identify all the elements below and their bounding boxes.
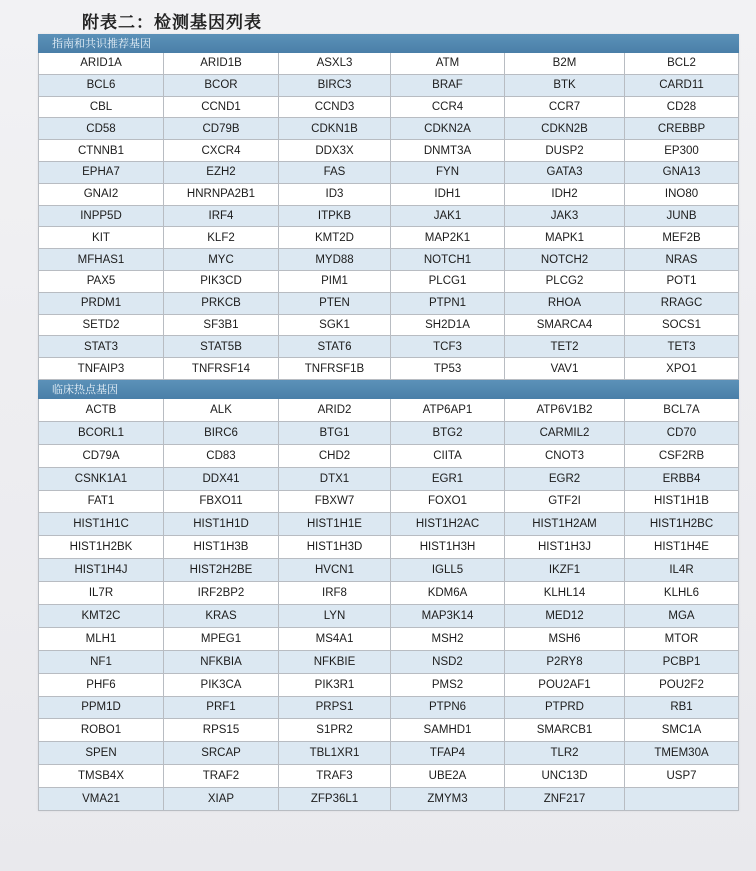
gene-cell: CCND3 bbox=[279, 97, 391, 119]
gene-cell: NOTCH1 bbox=[391, 249, 505, 271]
gene-cell: UNC13D bbox=[505, 765, 625, 788]
gene-cell: SMC1A bbox=[625, 719, 739, 742]
gene-cell: TFAP4 bbox=[391, 742, 505, 765]
gene-cell: HIST1H2AM bbox=[505, 513, 625, 536]
gene-cell: TNFAIP3 bbox=[38, 358, 164, 380]
section-header-guideline-genes: 指南和共识推荐基因 bbox=[38, 34, 739, 53]
gene-cell: INO80 bbox=[625, 184, 739, 206]
gene-cell: RPS15 bbox=[164, 719, 279, 742]
gene-cell: ARID2 bbox=[279, 399, 391, 422]
gene-cell: PRDM1 bbox=[38, 293, 164, 315]
gene-cell: XPO1 bbox=[625, 358, 739, 380]
gene-cell: P2RY8 bbox=[505, 651, 625, 674]
gene-cell: TET2 bbox=[505, 336, 625, 358]
gene-cell: CBL bbox=[38, 97, 164, 119]
gene-cell: PPM1D bbox=[38, 697, 164, 720]
gene-cell: CDKN1B bbox=[279, 118, 391, 140]
gene-cell: CCR4 bbox=[391, 97, 505, 119]
gene-cell: CDKN2A bbox=[391, 118, 505, 140]
gene-cell: ATP6V1B2 bbox=[505, 399, 625, 422]
gene-cell: UBE2A bbox=[391, 765, 505, 788]
gene-cell: SAMHD1 bbox=[391, 719, 505, 742]
gene-cell: DDX3X bbox=[279, 140, 391, 162]
gene-cell: CD58 bbox=[38, 118, 164, 140]
gene-cell: STAT3 bbox=[38, 336, 164, 358]
gene-cell: BCOR bbox=[164, 75, 279, 97]
gene-cell: ZFP36L1 bbox=[279, 788, 391, 811]
gene-cell: IKZF1 bbox=[505, 559, 625, 582]
gene-cell: TP53 bbox=[391, 358, 505, 380]
gene-cell: NFKBIE bbox=[279, 651, 391, 674]
gene-cell: TMSB4X bbox=[38, 765, 164, 788]
gene-cell: MAP2K1 bbox=[391, 227, 505, 249]
section-header-hotspot-genes: 临床热点基因 bbox=[38, 380, 739, 399]
gene-cell: STAT5B bbox=[164, 336, 279, 358]
gene-cell: BTG1 bbox=[279, 422, 391, 445]
gene-cell: IRF4 bbox=[164, 206, 279, 228]
gene-cell: HIST1H2AC bbox=[391, 513, 505, 536]
gene-cell: POU2AF1 bbox=[505, 674, 625, 697]
gene-cell: NOTCH2 bbox=[505, 249, 625, 271]
gene-cell: VMA21 bbox=[38, 788, 164, 811]
gene-cell: HIST2H2BE bbox=[164, 559, 279, 582]
gene-cell: STAT6 bbox=[279, 336, 391, 358]
gene-cell: CARD11 bbox=[625, 75, 739, 97]
gene-table bbox=[38, 34, 739, 811]
gene-cell: HIST1H4J bbox=[38, 559, 164, 582]
gene-cell: PTPN1 bbox=[391, 293, 505, 315]
gene-cell: KLF2 bbox=[164, 227, 279, 249]
gene-cell: MEF2B bbox=[625, 227, 739, 249]
gene-cell: ASXL3 bbox=[279, 53, 391, 75]
gene-cell: INPP5D bbox=[38, 206, 164, 228]
gene-cell: TBL1XR1 bbox=[279, 742, 391, 765]
gene-cell: NFKBIA bbox=[164, 651, 279, 674]
gene-cell: CD83 bbox=[164, 445, 279, 468]
gene-cell: TNFRSF14 bbox=[164, 358, 279, 380]
gene-cell: SMARCA4 bbox=[505, 315, 625, 337]
gene-cell: GNAI2 bbox=[38, 184, 164, 206]
gene-cell: FAT1 bbox=[38, 491, 164, 514]
gene-cell: HIST1H3D bbox=[279, 536, 391, 559]
gene-cell: HIST1H3B bbox=[164, 536, 279, 559]
gene-cell: PRKCB bbox=[164, 293, 279, 315]
gene-cell: CREBBP bbox=[625, 118, 739, 140]
gene-cell: PIK3CD bbox=[164, 271, 279, 293]
gene-cell: EP300 bbox=[625, 140, 739, 162]
gene-cell: S1PR2 bbox=[279, 719, 391, 742]
gene-cell: BCL7A bbox=[625, 399, 739, 422]
gene-cell: CHD2 bbox=[279, 445, 391, 468]
gene-cell: DNMT3A bbox=[391, 140, 505, 162]
gene-cell: RB1 bbox=[625, 697, 739, 720]
gene-cell: PAX5 bbox=[38, 271, 164, 293]
gene-cell: SGK1 bbox=[279, 315, 391, 337]
gene-cell: ITPKB bbox=[279, 206, 391, 228]
gene-cell: ALK bbox=[164, 399, 279, 422]
gene-cell: IRF2BP2 bbox=[164, 582, 279, 605]
gene-cell: TLR2 bbox=[505, 742, 625, 765]
gene-cell: ARID1B bbox=[164, 53, 279, 75]
gene-cell: PCBP1 bbox=[625, 651, 739, 674]
gene-cell: PLCG1 bbox=[391, 271, 505, 293]
gene-cell: PTEN bbox=[279, 293, 391, 315]
gene-cell: SPEN bbox=[38, 742, 164, 765]
gene-cell: PIK3CA bbox=[164, 674, 279, 697]
gene-cell: MS4A1 bbox=[279, 628, 391, 651]
gene-cell: KLHL6 bbox=[625, 582, 739, 605]
gene-cell: CCR7 bbox=[505, 97, 625, 119]
gene-cell: CD28 bbox=[625, 97, 739, 119]
gene-cell: NF1 bbox=[38, 651, 164, 674]
gene-cell: TET3 bbox=[625, 336, 739, 358]
gene-cell: BCL2 bbox=[625, 53, 739, 75]
gene-cell: POT1 bbox=[625, 271, 739, 293]
gene-cell: HIST1H4E bbox=[625, 536, 739, 559]
gene-cell: EGR1 bbox=[391, 468, 505, 491]
gene-cell: ATP6AP1 bbox=[391, 399, 505, 422]
gene-cell: MAPK1 bbox=[505, 227, 625, 249]
gene-cell: PMS2 bbox=[391, 674, 505, 697]
hotspot-genes-grid bbox=[38, 399, 739, 811]
gene-cell: TRAF3 bbox=[279, 765, 391, 788]
gene-cell: MGA bbox=[625, 605, 739, 628]
gene-cell: BIRC6 bbox=[164, 422, 279, 445]
gene-cell: NSD2 bbox=[391, 651, 505, 674]
gene-cell: IL4R bbox=[625, 559, 739, 582]
gene-cell: RHOA bbox=[505, 293, 625, 315]
gene-cell: ATM bbox=[391, 53, 505, 75]
gene-cell: CSNK1A1 bbox=[38, 468, 164, 491]
gene-cell: TMEM30A bbox=[625, 742, 739, 765]
gene-cell: MTOR bbox=[625, 628, 739, 651]
gene-cell: IDH2 bbox=[505, 184, 625, 206]
gene-cell: ID3 bbox=[279, 184, 391, 206]
gene-cell: HIST1H1D bbox=[164, 513, 279, 536]
gene-cell: SH2D1A bbox=[391, 315, 505, 337]
gene-cell: PRPS1 bbox=[279, 697, 391, 720]
gene-cell: BCORL1 bbox=[38, 422, 164, 445]
gene-cell: HIST1H3H bbox=[391, 536, 505, 559]
gene-cell: TNFRSF1B bbox=[279, 358, 391, 380]
gene-cell: FOXO1 bbox=[391, 491, 505, 514]
gene-cell: NRAS bbox=[625, 249, 739, 271]
gene-cell: BTG2 bbox=[391, 422, 505, 445]
gene-cell: DTX1 bbox=[279, 468, 391, 491]
gene-cell: CIITA bbox=[391, 445, 505, 468]
gene-cell bbox=[625, 788, 739, 811]
gene-cell: MPEG1 bbox=[164, 628, 279, 651]
gene-cell: B2M bbox=[505, 53, 625, 75]
gene-cell: HIST1H3J bbox=[505, 536, 625, 559]
gene-cell: LYN bbox=[279, 605, 391, 628]
gene-cell: ACTB bbox=[38, 399, 164, 422]
gene-cell: IL7R bbox=[38, 582, 164, 605]
gene-cell: CARMIL2 bbox=[505, 422, 625, 445]
gene-cell: KMT2D bbox=[279, 227, 391, 249]
guideline-genes-grid bbox=[38, 53, 739, 380]
gene-cell: KDM6A bbox=[391, 582, 505, 605]
gene-cell: ERBB4 bbox=[625, 468, 739, 491]
gene-cell: KIT bbox=[38, 227, 164, 249]
gene-cell: CD79A bbox=[38, 445, 164, 468]
gene-cell: SF3B1 bbox=[164, 315, 279, 337]
gene-cell: VAV1 bbox=[505, 358, 625, 380]
gene-cell: MLH1 bbox=[38, 628, 164, 651]
gene-cell: TCF3 bbox=[391, 336, 505, 358]
gene-cell: PTPRD bbox=[505, 697, 625, 720]
gene-cell: USP7 bbox=[625, 765, 739, 788]
gene-cell: SETD2 bbox=[38, 315, 164, 337]
gene-cell: FBXO11 bbox=[164, 491, 279, 514]
gene-cell: DDX41 bbox=[164, 468, 279, 491]
gene-cell: KLHL14 bbox=[505, 582, 625, 605]
gene-cell: PRF1 bbox=[164, 697, 279, 720]
gene-cell: BIRC3 bbox=[279, 75, 391, 97]
gene-cell: HIST1H2BK bbox=[38, 536, 164, 559]
gene-cell: JAK1 bbox=[391, 206, 505, 228]
gene-cell: GNA13 bbox=[625, 162, 739, 184]
gene-cell: POU2F2 bbox=[625, 674, 739, 697]
gene-cell: BCL6 bbox=[38, 75, 164, 97]
gene-cell: MYC bbox=[164, 249, 279, 271]
gene-cell: ZNF217 bbox=[505, 788, 625, 811]
gene-cell: GATA3 bbox=[505, 162, 625, 184]
gene-cell: CCND1 bbox=[164, 97, 279, 119]
gene-cell: SRCAP bbox=[164, 742, 279, 765]
gene-cell: FYN bbox=[391, 162, 505, 184]
gene-cell: KRAS bbox=[164, 605, 279, 628]
gene-cell: PLCG2 bbox=[505, 271, 625, 293]
gene-cell: ZMYM3 bbox=[391, 788, 505, 811]
gene-cell: MSH2 bbox=[391, 628, 505, 651]
gene-cell: BRAF bbox=[391, 75, 505, 97]
gene-cell: CSF2RB bbox=[625, 445, 739, 468]
gene-cell: IGLL5 bbox=[391, 559, 505, 582]
gene-cell: ARID1A bbox=[38, 53, 164, 75]
gene-cell: MED12 bbox=[505, 605, 625, 628]
gene-cell: RRAGC bbox=[625, 293, 739, 315]
gene-cell: FBXW7 bbox=[279, 491, 391, 514]
page-title: 附表二：检测基因列表 bbox=[82, 13, 262, 33]
gene-cell: EGR2 bbox=[505, 468, 625, 491]
gene-cell: BTK bbox=[505, 75, 625, 97]
gene-cell: PHF6 bbox=[38, 674, 164, 697]
gene-cell: MSH6 bbox=[505, 628, 625, 651]
gene-cell: FAS bbox=[279, 162, 391, 184]
gene-cell: MYD88 bbox=[279, 249, 391, 271]
gene-cell: KMT2C bbox=[38, 605, 164, 628]
gene-cell: HIST1H1C bbox=[38, 513, 164, 536]
gene-cell: MFHAS1 bbox=[38, 249, 164, 271]
gene-cell: CD70 bbox=[625, 422, 739, 445]
gene-cell: DUSP2 bbox=[505, 140, 625, 162]
gene-cell: JAK3 bbox=[505, 206, 625, 228]
gene-cell: CD79B bbox=[164, 118, 279, 140]
gene-cell: XIAP bbox=[164, 788, 279, 811]
gene-cell: CXCR4 bbox=[164, 140, 279, 162]
gene-cell: ROBO1 bbox=[38, 719, 164, 742]
gene-cell: JUNB bbox=[625, 206, 739, 228]
gene-cell: EZH2 bbox=[164, 162, 279, 184]
gene-cell: TRAF2 bbox=[164, 765, 279, 788]
gene-cell: SMARCB1 bbox=[505, 719, 625, 742]
gene-cell: HNRNPA2B1 bbox=[164, 184, 279, 206]
gene-cell: PIM1 bbox=[279, 271, 391, 293]
gene-cell: GTF2I bbox=[505, 491, 625, 514]
gene-cell: PIK3R1 bbox=[279, 674, 391, 697]
gene-cell: PTPN6 bbox=[391, 697, 505, 720]
gene-cell: CTNNB1 bbox=[38, 140, 164, 162]
gene-cell: IDH1 bbox=[391, 184, 505, 206]
gene-cell: HIST1H1E bbox=[279, 513, 391, 536]
gene-cell: CDKN2B bbox=[505, 118, 625, 140]
gene-cell: IRF8 bbox=[279, 582, 391, 605]
gene-cell: EPHA7 bbox=[38, 162, 164, 184]
gene-cell: HIST1H1B bbox=[625, 491, 739, 514]
gene-cell: HVCN1 bbox=[279, 559, 391, 582]
gene-cell: CNOT3 bbox=[505, 445, 625, 468]
gene-cell: SOCS1 bbox=[625, 315, 739, 337]
gene-cell: MAP3K14 bbox=[391, 605, 505, 628]
gene-cell: HIST1H2BC bbox=[625, 513, 739, 536]
